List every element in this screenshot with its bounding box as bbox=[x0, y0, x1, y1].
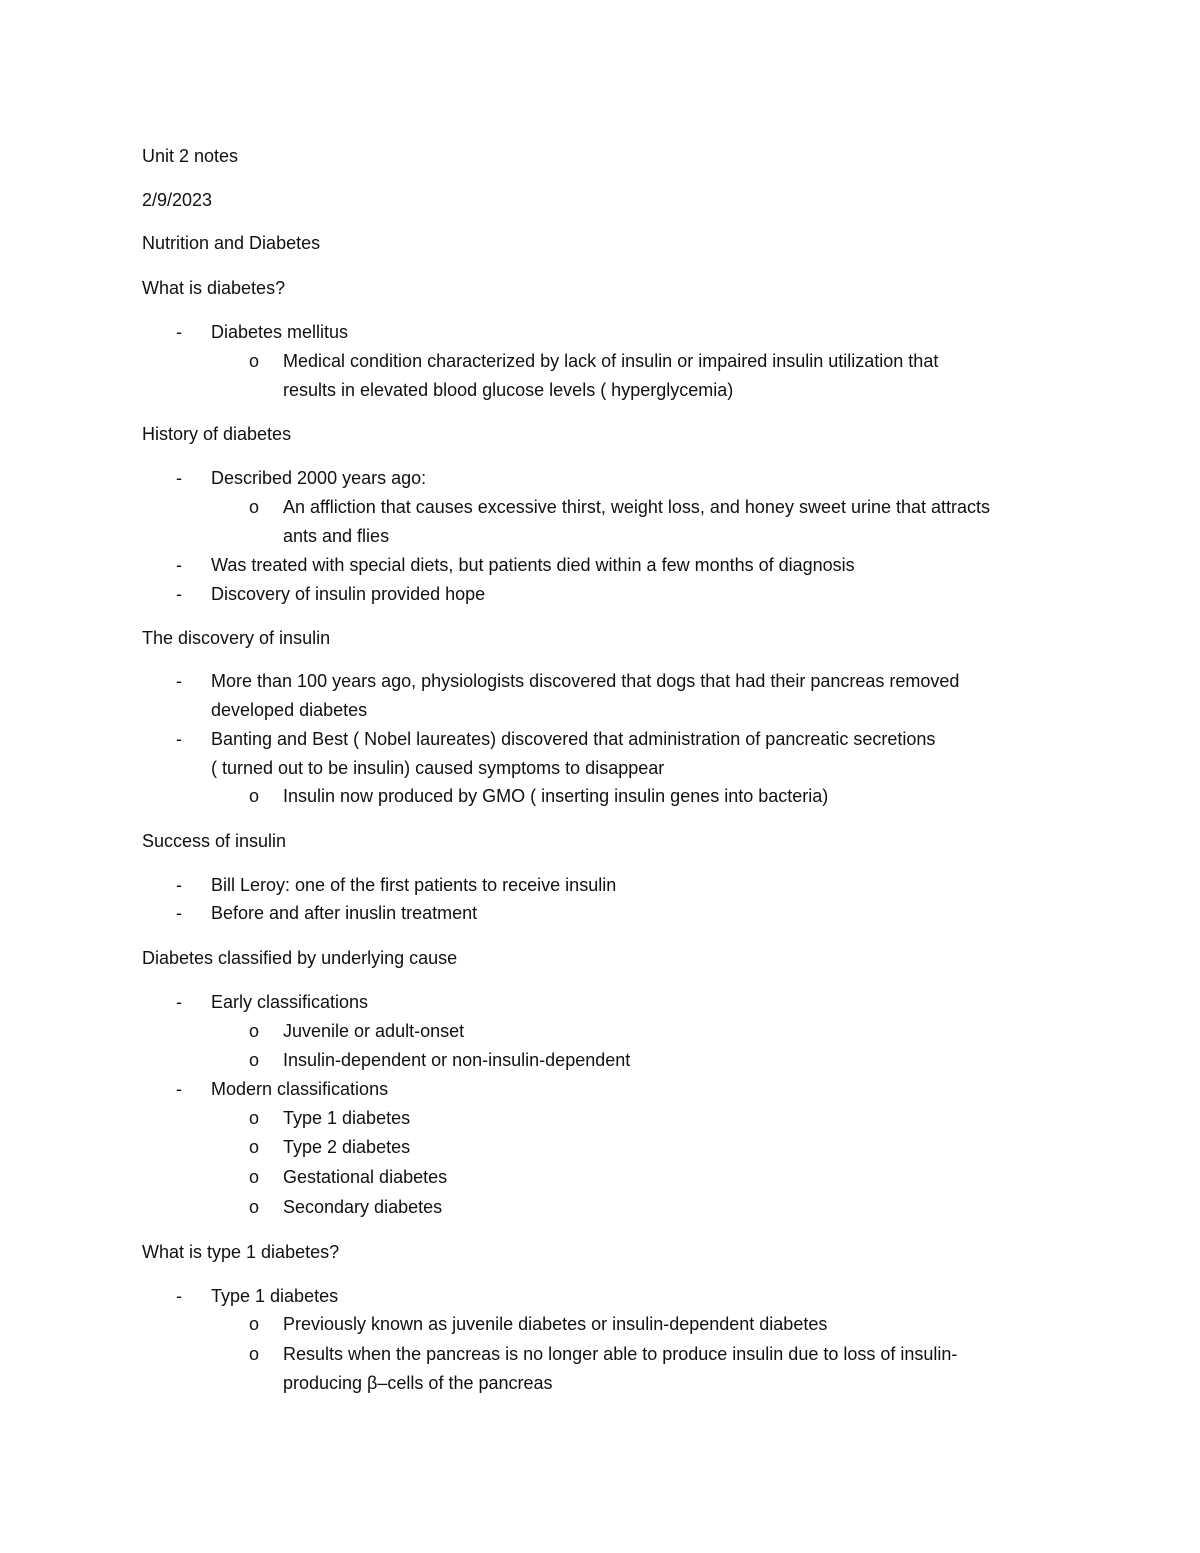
circle-bullet: o bbox=[249, 497, 260, 517]
dash-bullet: - bbox=[176, 555, 182, 575]
doc-topic: Nutrition and Diabetes bbox=[142, 233, 321, 253]
dash-bullet: - bbox=[176, 1286, 182, 1306]
sub-item: Gestational diabetes bbox=[283, 1167, 448, 1187]
circle-bullet: o bbox=[249, 1137, 260, 1157]
list-item: Bill Leroy: one of the first patients to receive insulin bbox=[211, 875, 617, 895]
list-item: Described 2000 years ago: bbox=[211, 468, 427, 488]
dash-bullet: - bbox=[176, 903, 182, 923]
list-item: Modern classifications bbox=[211, 1079, 389, 1099]
circle-bullet: o bbox=[249, 351, 260, 371]
circle-bullet: o bbox=[249, 1167, 260, 1187]
section-heading: What is type 1 diabetes? bbox=[142, 1242, 340, 1262]
circle-bullet: o bbox=[249, 1050, 260, 1070]
sub-item: Secondary diabetes bbox=[283, 1197, 443, 1217]
section-heading: What is diabetes? bbox=[142, 278, 286, 298]
dash-bullet: - bbox=[176, 468, 182, 488]
dash-bullet: - bbox=[176, 322, 182, 342]
sub-item: An affliction that causes excessive thirst, weight loss, and honey sweet urine that attracts bbox=[283, 497, 991, 517]
list-item: Discovery of insulin provided hope bbox=[211, 584, 486, 604]
list-item: Diabetes mellitus bbox=[211, 322, 349, 342]
dash-bullet: - bbox=[176, 729, 182, 749]
dash-bullet: - bbox=[176, 992, 182, 1012]
circle-bullet: o bbox=[249, 1197, 260, 1217]
doc-title: Unit 2 notes bbox=[142, 146, 239, 166]
list-item: Banting and Best ( Nobel laureates) discovered that administration of pancreatic secretions bbox=[211, 729, 936, 749]
circle-bullet: o bbox=[249, 1344, 260, 1364]
list-item: Was treated with special diets, but patients died within a few months of diagnosis bbox=[211, 555, 855, 575]
list-item: Early classifications bbox=[211, 992, 369, 1012]
doc-date: 2/9/2023 bbox=[142, 190, 213, 210]
list-item-continued: ( turned out to be insulin) caused symptoms to disappear bbox=[211, 758, 665, 778]
dash-bullet: - bbox=[176, 1079, 182, 1099]
section-heading: Success of insulin bbox=[142, 831, 287, 851]
circle-bullet: o bbox=[249, 786, 260, 806]
list-item: More than 100 years ago, physiologists discovered that dogs that had their pancreas removed bbox=[211, 671, 960, 691]
dash-bullet: - bbox=[176, 875, 182, 895]
sub-item-continued: producing β–cells of the pancreas bbox=[283, 1373, 553, 1393]
sub-item: Previously known as juvenile diabetes or insulin-dependent diabetes bbox=[283, 1314, 828, 1334]
sub-item: Results when the pancreas is no longer able to produce insulin due to loss of insulin- bbox=[283, 1344, 958, 1364]
sub-item: Medical condition characterized by lack of insulin or impaired insulin utilization that bbox=[283, 351, 939, 371]
dash-bullet: - bbox=[176, 584, 182, 604]
dash-bullet: - bbox=[176, 671, 182, 691]
sub-item: Insulin now produced by GMO ( inserting insulin genes into bacteria) bbox=[283, 786, 829, 806]
sub-item-continued: results in elevated blood glucose levels ( hyperglycemia) bbox=[283, 380, 734, 400]
list-item-continued: developed diabetes bbox=[211, 700, 368, 720]
section-heading: Diabetes classified by underlying cause bbox=[142, 948, 458, 968]
sub-item: Juvenile or adult-onset bbox=[283, 1021, 465, 1041]
list-item: Type 1 diabetes bbox=[211, 1286, 339, 1306]
circle-bullet: o bbox=[249, 1021, 260, 1041]
sub-item-continued: ants and flies bbox=[283, 526, 390, 546]
section-heading: The discovery of insulin bbox=[142, 628, 331, 648]
sub-item: Type 2 diabetes bbox=[283, 1137, 411, 1157]
section-heading: History of diabetes bbox=[142, 424, 292, 444]
sub-item: Insulin-dependent or non-insulin-dependent bbox=[283, 1050, 631, 1070]
sub-item: Type 1 diabetes bbox=[283, 1108, 411, 1128]
list-item: Before and after inuslin treatment bbox=[211, 903, 478, 923]
circle-bullet: o bbox=[249, 1108, 260, 1128]
circle-bullet: o bbox=[249, 1314, 260, 1334]
